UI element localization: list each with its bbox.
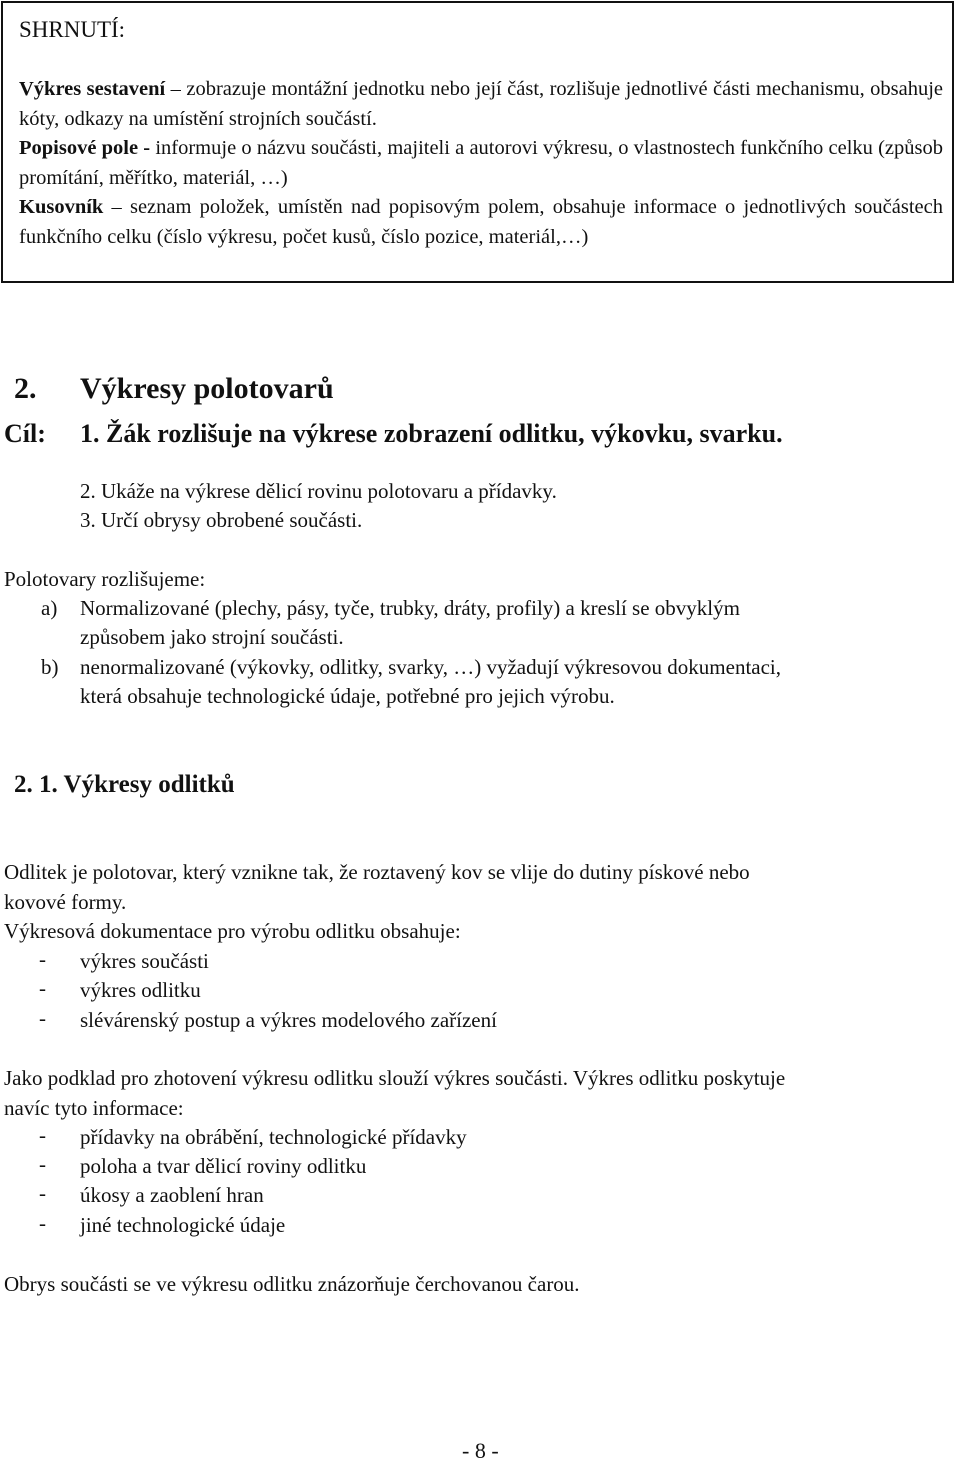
summary-item-label: Kusovník: [19, 196, 104, 218]
goal-item-3: 3. Určí obrysy obrobené součásti.: [80, 508, 363, 532]
summary-title: SHRNUTÍ:: [19, 17, 126, 42]
goal-label: Cíl:: [4, 419, 46, 448]
list-item-text: poloha a tvar dělicí roviny odlitku: [80, 1154, 367, 1178]
list-marker: a): [41, 596, 58, 620]
list-dash: -: [39, 1006, 46, 1030]
summary-item-text: informuje o názvu součásti, majiteli a autorovi výkresu, o vlastnostech funkčního celku (způsob promítání, měřítko, materiál, …): [19, 137, 944, 189]
list-item-text: výkres součásti: [80, 949, 209, 973]
list-item-text: způsobem jako strojní součásti.: [80, 625, 344, 649]
section-title: Výkresy polotovarů: [80, 372, 334, 405]
subsection-title: 2. 1. Výkresy odlitků: [14, 771, 235, 798]
list-dash: -: [39, 976, 46, 1000]
list-item-text: jiné technologické údaje: [80, 1213, 286, 1237]
list-dash: -: [39, 1152, 46, 1176]
list-dash: -: [39, 1181, 46, 1205]
paragraph: Jako podklad pro zhotovení výkresu odlitku slouží výkres součásti. Výkres odlitku poskytuje: [4, 1066, 786, 1090]
goal-item-1: 1. Žák rozlišuje na výkrese zobrazení odlitku, výkovku, svarku.: [80, 419, 783, 448]
list-dash: -: [39, 947, 46, 971]
paragraph: navíc tyto informace:: [4, 1096, 184, 1120]
list-item-text: úkosy a zaoblení hran: [80, 1183, 264, 1207]
page-number: - 8 -: [462, 1438, 499, 1463]
summary-item-parts-list: [19, 193, 943, 252]
summary-item-text: – zobrazuje montážní jednotku nebo její část, rozlišuje jednotlivé části mechanismu, obsahuje kóty, odkazy na umístění strojních součástí.: [19, 78, 944, 130]
paragraph: Obrys součásti se ve výkresu odlitku znázorňuje čerchovanou čarou.: [4, 1272, 580, 1296]
summary-item-assembly: [19, 75, 943, 134]
summary-box: [1, 1, 954, 283]
list-item-text: nenormalizované (výkovky, odlitky, svarky, …) vyžadují výkresovou dokumentaci,: [80, 655, 781, 679]
summary-item-text: – seznam položek, umístěn nad popisovým polem, obsahuje informace o jednotlivých součástech funkčního celku (číslo výkresu, počet kusů, číslo pozice, materiál,…): [19, 196, 943, 248]
list-item-text: slévárenský postup a výkres modelového zařízení: [80, 1008, 497, 1032]
list-item-text: výkres odlitku: [80, 978, 201, 1002]
list-item-text: která obsahuje technologické údaje, potřebné pro jejich výrobu.: [80, 684, 615, 708]
summary-item-label: Popisové pole -: [19, 137, 151, 159]
list-dash: -: [39, 1123, 46, 1147]
paragraph: kovové formy.: [4, 890, 127, 914]
list-dash: -: [39, 1211, 46, 1235]
summary-item-title-block: [19, 134, 943, 193]
list-item-text: přídavky na obrábění, technologické přídavky: [80, 1125, 467, 1149]
list-marker: b): [41, 655, 59, 679]
section-number: 2.: [14, 372, 37, 405]
summary-item-label: Výkres sestavení: [19, 78, 166, 100]
semi-products-intro: Polotovary rozlišujeme:: [4, 567, 206, 591]
list-item-text: Normalizované (plechy, pásy, tyče, trubky, dráty, profily) a kreslí se obvyklým: [80, 596, 740, 620]
paragraph: Výkresová dokumentace pro výrobu odlitku obsahuje:: [4, 919, 461, 943]
paragraph: Odlitek je polotovar, který vznikne tak, že roztavený kov se vlije do dutiny pískové nebo: [4, 860, 750, 884]
goal-item-2: 2. Ukáže na výkrese dělicí rovinu polotovaru a přídavky.: [80, 479, 557, 503]
